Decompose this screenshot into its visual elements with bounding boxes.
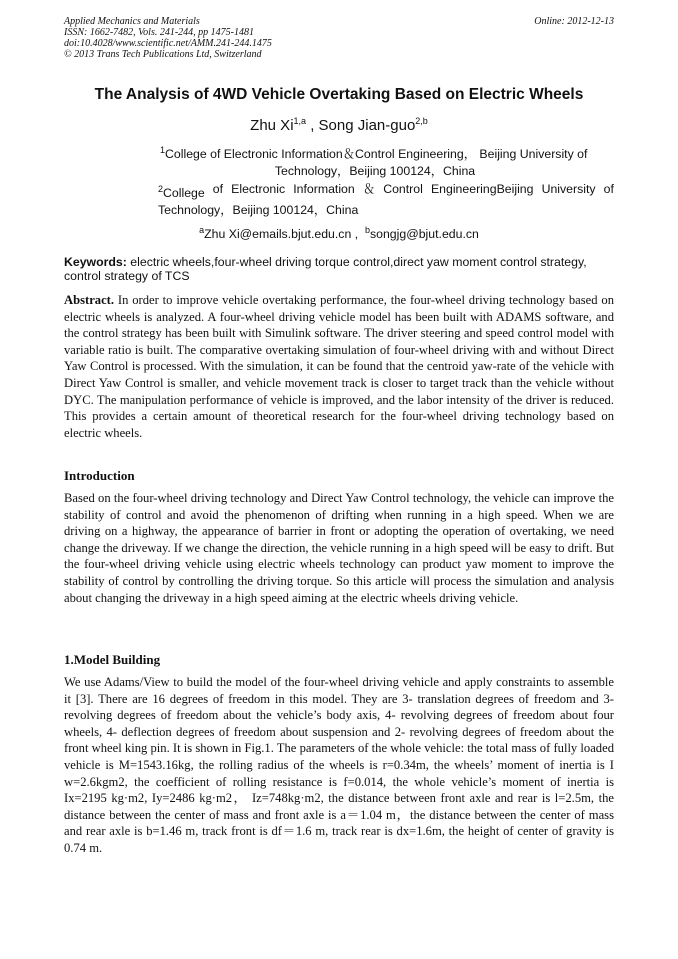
author-superscript: 2,b xyxy=(415,116,428,126)
keywords-text: electric wheels,four-wheel driving torque control,direct yaw moment control strategy, control strategy of TCS xyxy=(64,255,587,283)
affiliation-2 xyxy=(158,181,614,219)
author-line xyxy=(64,116,614,134)
abstract-text: In order to improve vehicle overtaking performance, the four-wheel driving technology based on electric wheels is analyzed. A four-wheel driving vehicle model has been built with ADAMS software, and the control strategy has been built with Simulink software. The driver steering and speed control model with variable ratio is built. The comparative overtaking simulation of four-wheel driving with and without Direct Yaw Control is processed. With the simulation, it can be found that the centroid yaw-rate of the vehicle with Direct Yaw Control is smaller, and vehicle movement track is closer to target track than the vehicle without DYC. The manipulation performance of vehicle is improved, and the labor intensity of the driver is reduced. This provides a certain amount of theoretical research for the four-wheel driving technology based on electric wheels. xyxy=(64,293,614,440)
abstract-label: Abstract. xyxy=(64,293,115,307)
affiliation-1 xyxy=(160,142,590,180)
journal-header xyxy=(64,16,272,60)
author-name: , Song Jian-guo xyxy=(306,117,416,134)
online-date: Online: 2012-12-13 xyxy=(534,16,614,27)
affiliation-line: $^2$College of Electronic Information ＆ Control EngineeringBeijing University of xyxy=(158,182,614,201)
abstract xyxy=(64,292,614,441)
email-address: Zhu Xi@emails.bjut.edu.cn , xyxy=(204,227,359,242)
email-superscript: a xyxy=(199,225,205,235)
paper-title: The Analysis of 4WD Vehicle Overtaking Based on Electric Wheels xyxy=(94,86,584,103)
author-name: Zhu Xi xyxy=(250,117,294,134)
affiliation-superscript: 2 xyxy=(158,184,164,194)
section-heading-model-building: 1.Model Building xyxy=(64,652,161,667)
email-address: songjg@bjut.edu.cn xyxy=(369,227,479,242)
journal-name: Applied Mechanics and Materials xyxy=(64,16,200,27)
copyright-line: © 2013 Trans Tech Publications Ltd, Switzerland xyxy=(64,49,262,60)
affiliation-superscript: 1 xyxy=(160,145,166,155)
email-superscript: b xyxy=(364,225,370,235)
author-superscript: 1,a xyxy=(293,116,307,126)
keywords xyxy=(64,255,614,283)
affiliation-line: $^1$College of Electronic Information＆Control Engineering， Beijing University of xyxy=(160,145,588,162)
introduction-paragraph: Based on the four-wheel driving technology and Direct Yaw Control technology, the vehicle can improve the stability of control and avoid the phenomenon of drifting when running in a high speed. When we are driving on a highway, the appearance of barrier in front or adopting the operation of overtaking, we need change the driveway. If we change the direction, the vehicle running in a high speed will be easy to drift. But the four-wheel driving vehicle using electric wheels technology can product yaw moment to improve the stability of control by controlling the driving torque. So this article will process the simulation and analysis about changing the driveway in a high speed aiming at the electric wheels driving vehicle. xyxy=(64,491,614,605)
affiliation-line: Technology，Beijing 100124，China xyxy=(158,203,359,218)
section-heading-introduction: Introduction xyxy=(64,468,135,483)
affiliation-line: Technology，Beijing 100124，China xyxy=(274,164,476,179)
model-building-paragraph: We use Adams/View to build the model of the four-wheel driving vehicle and apply constraints to assemble it [3]. There are 16 degrees of freedom in this model. They are 3- translation degrees of freedom and 3- revolving degrees of freedom about the vehicle’s body axis, 4- revolving degrees of freedom about four wheels, 4- deflection degrees of freedom about suspension and 2- revolving degrees of freedom about the front wheel king pin. It is shown in Fig.1. The parameters of the whole vehicle: the total mass of fully loaded vehicle is M=1543.16kg, the rolling radius of the wheels is r=0.34m, the wheels’ moment of inertia is I w=2.6kgm2, the coefficient of rolling resistance is f=0.014, the whole vehicle’s moment of inertia is Ix=2195 kg·m2, Iy=2486 kg·m2， Iz=748kg·m2, the distance between front axle and rear is l=2.5m, the distance between the center of mass and front axle is a＝1.04 m，the distance between the center of mass and rear axle is b=1.46 m, track front is df＝1.6 m, track rear is dx=1.6m, the height of center of gravity is 0.74 m. xyxy=(64,675,614,855)
issn-line: ISSN: 1662-7482, Vols. 241-244, pp 1475-1481 xyxy=(64,27,254,38)
doi-line: doi:10.4028/www.scientific.net/AMM.241-244.1475 xyxy=(64,38,272,49)
email-line xyxy=(64,225,614,241)
keywords-label: Keywords: xyxy=(64,255,127,269)
